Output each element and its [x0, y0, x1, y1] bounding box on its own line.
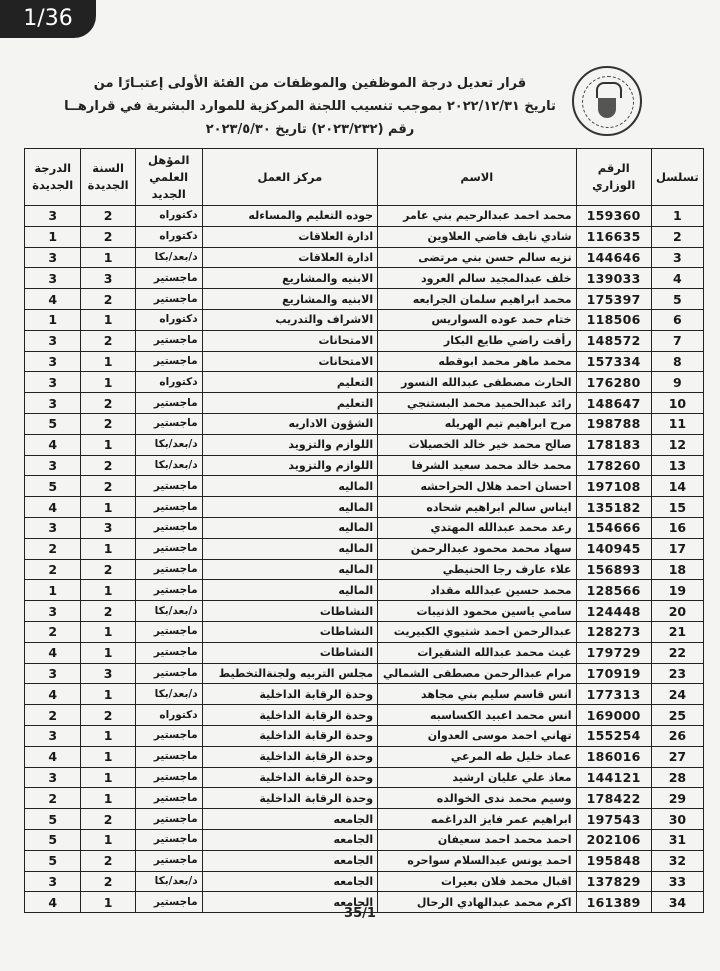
cell-work: مجلس التربيه ولجنةالتخطيط [202, 663, 377, 684]
cell-qual: ماجستير [135, 642, 202, 663]
cell-grade: 4 [25, 892, 81, 913]
cell-year: 1 [81, 684, 135, 705]
cell-work: وحدة الرقابة الداخلية [202, 684, 377, 705]
cell-work: النشاطات [202, 642, 377, 663]
cell-serial: 29 [651, 788, 703, 809]
cell-name: ابراهيم عمر فايز الدراغمه [378, 809, 576, 830]
cell-year: 1 [81, 309, 135, 330]
cell-grade: 3 [25, 247, 81, 268]
cell-id: 186016 [576, 746, 651, 767]
cell-qual: دكتوراه [135, 705, 202, 726]
cell-year: 2 [81, 559, 135, 580]
cell-grade: 1 [25, 226, 81, 247]
table-row [25, 289, 704, 310]
table-row [25, 829, 704, 850]
cell-serial: 21 [651, 621, 703, 642]
cell-serial: 15 [651, 497, 703, 518]
cell-id: 178422 [576, 788, 651, 809]
cell-year: 1 [81, 538, 135, 559]
cell-name: محمد احمد عبدالرحيم بني عامر [378, 206, 576, 227]
cell-id: 148572 [576, 330, 651, 351]
cell-grade: 3 [25, 268, 81, 289]
cell-qual: دكتوراه [135, 309, 202, 330]
cell-name: معاذ علي عليان ارشيد [378, 767, 576, 788]
cell-qual: ماجستير [135, 829, 202, 850]
cell-year: 1 [81, 621, 135, 642]
cell-work: الجامعه [202, 850, 377, 871]
cell-name: الحارث مصطفى عبدالله النسور [378, 372, 576, 393]
header-serial: تسلسل [651, 149, 703, 206]
cell-name: علاء عارف رجا الحنيطي [378, 559, 576, 580]
cell-qual: ماجستير [135, 476, 202, 497]
cell-serial: 11 [651, 413, 703, 434]
cell-id: 118506 [576, 309, 651, 330]
cell-serial: 31 [651, 829, 703, 850]
cell-qual: د/بعد/بكا [135, 601, 202, 622]
cell-serial: 2 [651, 226, 703, 247]
cell-serial: 9 [651, 372, 703, 393]
table-header-row [25, 149, 704, 206]
cell-year: 2 [81, 601, 135, 622]
cell-qual: ماجستير [135, 767, 202, 788]
cell-id: 178183 [576, 434, 651, 455]
cell-grade: 3 [25, 663, 81, 684]
cell-name: محمد خالد محمد سعيد الشرفا [378, 455, 576, 476]
cell-name: مرام عبدالرحمن مصطفى الشمالي [378, 663, 576, 684]
cell-qual: ماجستير [135, 809, 202, 830]
cell-serial: 5 [651, 289, 703, 310]
cell-qual: ماجستير [135, 580, 202, 601]
table-row [25, 476, 704, 497]
cell-grade: 2 [25, 538, 81, 559]
cell-name: اكرم محمد عبدالهادي الرحال [378, 892, 576, 913]
cell-grade: 3 [25, 330, 81, 351]
cell-work: وحدة الرقابة الداخلية [202, 725, 377, 746]
cell-id: 202106 [576, 829, 651, 850]
cell-year: 1 [81, 642, 135, 663]
cell-name: عبدالرحمن احمد شتيوي الكبيريت [378, 621, 576, 642]
cell-name: انس قاسم سليم بني مجاهد [378, 684, 576, 705]
cell-work: الماليه [202, 580, 377, 601]
cell-serial: 32 [651, 850, 703, 871]
cell-grade: 3 [25, 725, 81, 746]
table-row [25, 247, 704, 268]
cell-serial: 13 [651, 455, 703, 476]
table-row [25, 393, 704, 414]
ministry-seal-logo [572, 66, 642, 136]
cell-id: 198788 [576, 413, 651, 434]
cell-year: 1 [81, 767, 135, 788]
cell-serial: 12 [651, 434, 703, 455]
table-row [25, 601, 704, 622]
cell-year: 1 [81, 725, 135, 746]
cell-name: محمد ماهر محمد ابوقطه [378, 351, 576, 372]
cell-grade: 4 [25, 684, 81, 705]
table-row [25, 517, 704, 538]
cell-serial: 3 [651, 247, 703, 268]
cell-qual: د/بعد/بكا [135, 247, 202, 268]
cell-grade: 3 [25, 351, 81, 372]
table-row [25, 455, 704, 476]
cell-name: رائد عبدالحميد محمد البستنجي [378, 393, 576, 414]
cell-id: 154666 [576, 517, 651, 538]
table-row [25, 372, 704, 393]
cell-id: 161389 [576, 892, 651, 913]
cell-work: التعليم [202, 372, 377, 393]
cell-id: 144121 [576, 767, 651, 788]
table-row [25, 497, 704, 518]
cell-work: ادارة العلاقات [202, 247, 377, 268]
table-row [25, 642, 704, 663]
cell-serial: 24 [651, 684, 703, 705]
cell-serial: 8 [651, 351, 703, 372]
title-line-1: قرار تعديل درجة الموظفين والموظفات من الفئة الأولى إعتبـارًا من [93, 76, 527, 91]
cell-work: الماليه [202, 538, 377, 559]
cell-name: صالح محمد خير خالد الخصيلات [378, 434, 576, 455]
cell-year: 3 [81, 517, 135, 538]
cell-qual: ماجستير [135, 538, 202, 559]
header-grade: الدرجة الجديدة [25, 149, 81, 206]
cell-id: 137829 [576, 871, 651, 892]
cell-name: عماد خليل طه المرعي [378, 746, 576, 767]
cell-work: اللوازم والتزويد [202, 434, 377, 455]
cell-serial: 34 [651, 892, 703, 913]
table-row [25, 809, 704, 830]
cell-qual: ماجستير [135, 892, 202, 913]
cell-id: 197108 [576, 476, 651, 497]
cell-qual: ماجستير [135, 268, 202, 289]
cell-serial: 25 [651, 705, 703, 726]
cell-name: رعد محمد عبدالله المهتدي [378, 517, 576, 538]
cell-work: الجامعه [202, 892, 377, 913]
cell-id: 124448 [576, 601, 651, 622]
cell-work: الجامعه [202, 829, 377, 850]
table-row [25, 559, 704, 580]
cell-qual: ماجستير [135, 497, 202, 518]
cell-grade: 1 [25, 309, 81, 330]
table-body [25, 206, 704, 913]
cell-year: 2 [81, 393, 135, 414]
cell-name: احمد يونس عبدالسلام سواحره [378, 850, 576, 871]
document-title [60, 72, 560, 141]
cell-grade: 3 [25, 601, 81, 622]
cell-year: 2 [81, 476, 135, 497]
cell-work: اللوازم والتزويد [202, 455, 377, 476]
cell-grade: 2 [25, 788, 81, 809]
crown-icon [596, 82, 622, 98]
cell-name: شادي نايف فاضي العلاوين [378, 226, 576, 247]
cell-year: 1 [81, 434, 135, 455]
cell-work: الماليه [202, 497, 377, 518]
cell-serial: 16 [651, 517, 703, 538]
cell-serial: 10 [651, 393, 703, 414]
cell-grade: 5 [25, 476, 81, 497]
cell-qual: ماجستير [135, 351, 202, 372]
cell-year: 2 [81, 206, 135, 227]
cell-name: ايناس سالم ابراهيم شحاده [378, 497, 576, 518]
cell-year: 2 [81, 413, 135, 434]
cell-grade: 4 [25, 434, 81, 455]
cell-serial: 18 [651, 559, 703, 580]
cell-id: 140945 [576, 538, 651, 559]
cell-grade: 3 [25, 372, 81, 393]
cell-year: 2 [81, 850, 135, 871]
cell-qual: د/بعد/بكا [135, 871, 202, 892]
cell-name: تهاني احمد موسى العدوان [378, 725, 576, 746]
cell-grade: 3 [25, 455, 81, 476]
cell-work: ادارة العلاقات [202, 226, 377, 247]
cell-qual: دكتوراه [135, 206, 202, 227]
table-row [25, 413, 704, 434]
cell-qual: ماجستير [135, 788, 202, 809]
cell-work: النشاطات [202, 601, 377, 622]
cell-name: نزيه سالم حسن بني مرتضى [378, 247, 576, 268]
cell-serial: 17 [651, 538, 703, 559]
cell-serial: 27 [651, 746, 703, 767]
cell-serial: 30 [651, 809, 703, 830]
cell-grade: 4 [25, 289, 81, 310]
cell-work: التعليم [202, 393, 377, 414]
cell-grade: 3 [25, 517, 81, 538]
cell-serial: 23 [651, 663, 703, 684]
cell-id: 159360 [576, 206, 651, 227]
cell-id: 128273 [576, 621, 651, 642]
cell-work: النشاطات [202, 621, 377, 642]
cell-year: 2 [81, 226, 135, 247]
cell-work: وحدة الرقابة الداخلية [202, 767, 377, 788]
cell-grade: 2 [25, 705, 81, 726]
cell-grade: 5 [25, 850, 81, 871]
cell-year: 1 [81, 746, 135, 767]
cell-work: الاشراف والتدريب [202, 309, 377, 330]
cell-qual: ماجستير [135, 621, 202, 642]
cell-serial: 20 [651, 601, 703, 622]
cell-qual: ماجستير [135, 663, 202, 684]
cell-id: 169000 [576, 705, 651, 726]
cell-grade: 1 [25, 580, 81, 601]
cell-grade: 2 [25, 559, 81, 580]
cell-qual: ماجستير [135, 725, 202, 746]
cell-year: 1 [81, 372, 135, 393]
cell-serial: 6 [651, 309, 703, 330]
cell-qual: د/بعد/بكا [135, 434, 202, 455]
cell-grade: 4 [25, 497, 81, 518]
table-row [25, 351, 704, 372]
cell-year: 1 [81, 829, 135, 850]
cell-id: 116635 [576, 226, 651, 247]
header-name: الاسم [378, 149, 576, 206]
cell-name: اقبال محمد فلان بعيرات [378, 871, 576, 892]
cell-year: 1 [81, 247, 135, 268]
cell-id: 176280 [576, 372, 651, 393]
shield-icon [598, 98, 616, 118]
table-row [25, 434, 704, 455]
cell-id: 139033 [576, 268, 651, 289]
cell-grade: 3 [25, 206, 81, 227]
cell-id: 135182 [576, 497, 651, 518]
cell-id: 178260 [576, 455, 651, 476]
header-qual: المؤهل العلمي الجديد [135, 149, 202, 206]
cell-serial: 1 [651, 206, 703, 227]
cell-year: 1 [81, 788, 135, 809]
table-row [25, 309, 704, 330]
cell-work: الجامعه [202, 809, 377, 830]
cell-qual: ماجستير [135, 517, 202, 538]
cell-serial: 26 [651, 725, 703, 746]
cell-year: 2 [81, 455, 135, 476]
cell-name: سهاد محمد محمود عبدالرحمن [378, 538, 576, 559]
employees-table [24, 148, 704, 913]
cell-name: محمد ابراهيم سلمان الجرابعه [378, 289, 576, 310]
header-work: مركز العمل [202, 149, 377, 206]
title-line-2: تاريخ ٢٠٢٢/١٢/٣١ بموجب تنسيب اللجنة المركزية للموارد البشرية في قرارهــا [64, 99, 556, 114]
cell-qual: ماجستير [135, 289, 202, 310]
cell-year: 3 [81, 663, 135, 684]
table-row [25, 538, 704, 559]
cell-grade: 4 [25, 642, 81, 663]
cell-serial: 4 [651, 268, 703, 289]
cell-qual: ماجستير [135, 393, 202, 414]
table-row [25, 621, 704, 642]
cell-name: احمد محمد احمد سعيفان [378, 829, 576, 850]
cell-qual: ماجستير [135, 413, 202, 434]
cell-year: 2 [81, 871, 135, 892]
cell-year: 3 [81, 268, 135, 289]
table-row [25, 850, 704, 871]
page-footer-number: 35/1 [344, 906, 376, 921]
cell-grade: 3 [25, 871, 81, 892]
table-row [25, 788, 704, 809]
cell-serial: 33 [651, 871, 703, 892]
cell-work: الماليه [202, 559, 377, 580]
cell-year: 2 [81, 330, 135, 351]
cell-qual: ماجستير [135, 746, 202, 767]
cell-grade: 5 [25, 413, 81, 434]
cell-id: 177313 [576, 684, 651, 705]
cell-id: 148647 [576, 393, 651, 414]
cell-year: 1 [81, 497, 135, 518]
table-row [25, 871, 704, 892]
table-row [25, 226, 704, 247]
cell-id: 197543 [576, 809, 651, 830]
cell-grade: 3 [25, 393, 81, 414]
cell-grade: 3 [25, 767, 81, 788]
cell-work: وحدة الرقابة الداخلية [202, 746, 377, 767]
cell-id: 179729 [576, 642, 651, 663]
cell-name: احسان احمد هلال الحراحشه [378, 476, 576, 497]
header-year: السنة الجديدة [81, 149, 135, 206]
table-row [25, 206, 704, 227]
cell-year: 1 [81, 351, 135, 372]
cell-grade: 5 [25, 809, 81, 830]
cell-id: 155254 [576, 725, 651, 746]
cell-qual: ماجستير [135, 850, 202, 871]
table-row [25, 705, 704, 726]
cell-work: وحدة الرقابة الداخلية [202, 788, 377, 809]
cell-year: 2 [81, 705, 135, 726]
cell-name: سامي ياسين محمود الذنيبات [378, 601, 576, 622]
cell-name: وسيم محمد ندى الخوالده [378, 788, 576, 809]
cell-name: رأفت راضي طايع البكار [378, 330, 576, 351]
table-row [25, 746, 704, 767]
cell-serial: 28 [651, 767, 703, 788]
cell-serial: 19 [651, 580, 703, 601]
cell-qual: د/بعد/بكا [135, 684, 202, 705]
cell-work: جوده التعليم والمساءله [202, 206, 377, 227]
cell-work: الامتحانات [202, 330, 377, 351]
cell-work: الشؤون الاداريه [202, 413, 377, 434]
header-id: الرقم الوزاري [576, 149, 651, 206]
cell-grade: 2 [25, 621, 81, 642]
cell-work: الماليه [202, 476, 377, 497]
table-row [25, 725, 704, 746]
cell-id: 144646 [576, 247, 651, 268]
cell-work: الابنيه والمشاريع [202, 289, 377, 310]
cell-id: 157334 [576, 351, 651, 372]
table-row [25, 268, 704, 289]
cell-year: 1 [81, 892, 135, 913]
page-counter: 1/36 [0, 0, 96, 38]
cell-year: 2 [81, 289, 135, 310]
cell-work: الجامعه [202, 871, 377, 892]
cell-work: الابنيه والمشاريع [202, 268, 377, 289]
cell-work: الامتحانات [202, 351, 377, 372]
cell-name: ختام حمد عوده السواريس [378, 309, 576, 330]
cell-name: انس محمد اعبيد الكساسبه [378, 705, 576, 726]
cell-name: مرح ابراهيم تيم الهريله [378, 413, 576, 434]
cell-serial: 22 [651, 642, 703, 663]
cell-qual: ماجستير [135, 330, 202, 351]
cell-id: 195848 [576, 850, 651, 871]
cell-id: 175397 [576, 289, 651, 310]
table-row [25, 767, 704, 788]
cell-id: 128566 [576, 580, 651, 601]
cell-name: غيث محمد عبدالله الشقيرات [378, 642, 576, 663]
cell-year: 1 [81, 580, 135, 601]
cell-name: محمد حسين عبدالله مقداد [378, 580, 576, 601]
cell-qual: د/بعد/بكا [135, 455, 202, 476]
cell-id: 170919 [576, 663, 651, 684]
table-row [25, 684, 704, 705]
table-row [25, 330, 704, 351]
cell-serial: 14 [651, 476, 703, 497]
cell-serial: 7 [651, 330, 703, 351]
cell-name: خلف عبدالمجيد سالم العرود [378, 268, 576, 289]
title-line-3: رقم (٢٠٢٣/٢٣٢) تاريخ ٢٠٢٣/٥/٣٠ [205, 122, 415, 137]
table-row [25, 663, 704, 684]
cell-qual: دكتوراه [135, 372, 202, 393]
cell-work: الماليه [202, 517, 377, 538]
cell-year: 2 [81, 809, 135, 830]
cell-id: 156893 [576, 559, 651, 580]
table-row [25, 580, 704, 601]
cell-grade: 4 [25, 746, 81, 767]
cell-qual: دكتوراه [135, 226, 202, 247]
cell-qual: ماجستير [135, 559, 202, 580]
cell-grade: 5 [25, 829, 81, 850]
cell-work: وحدة الرقابة الداخلية [202, 705, 377, 726]
